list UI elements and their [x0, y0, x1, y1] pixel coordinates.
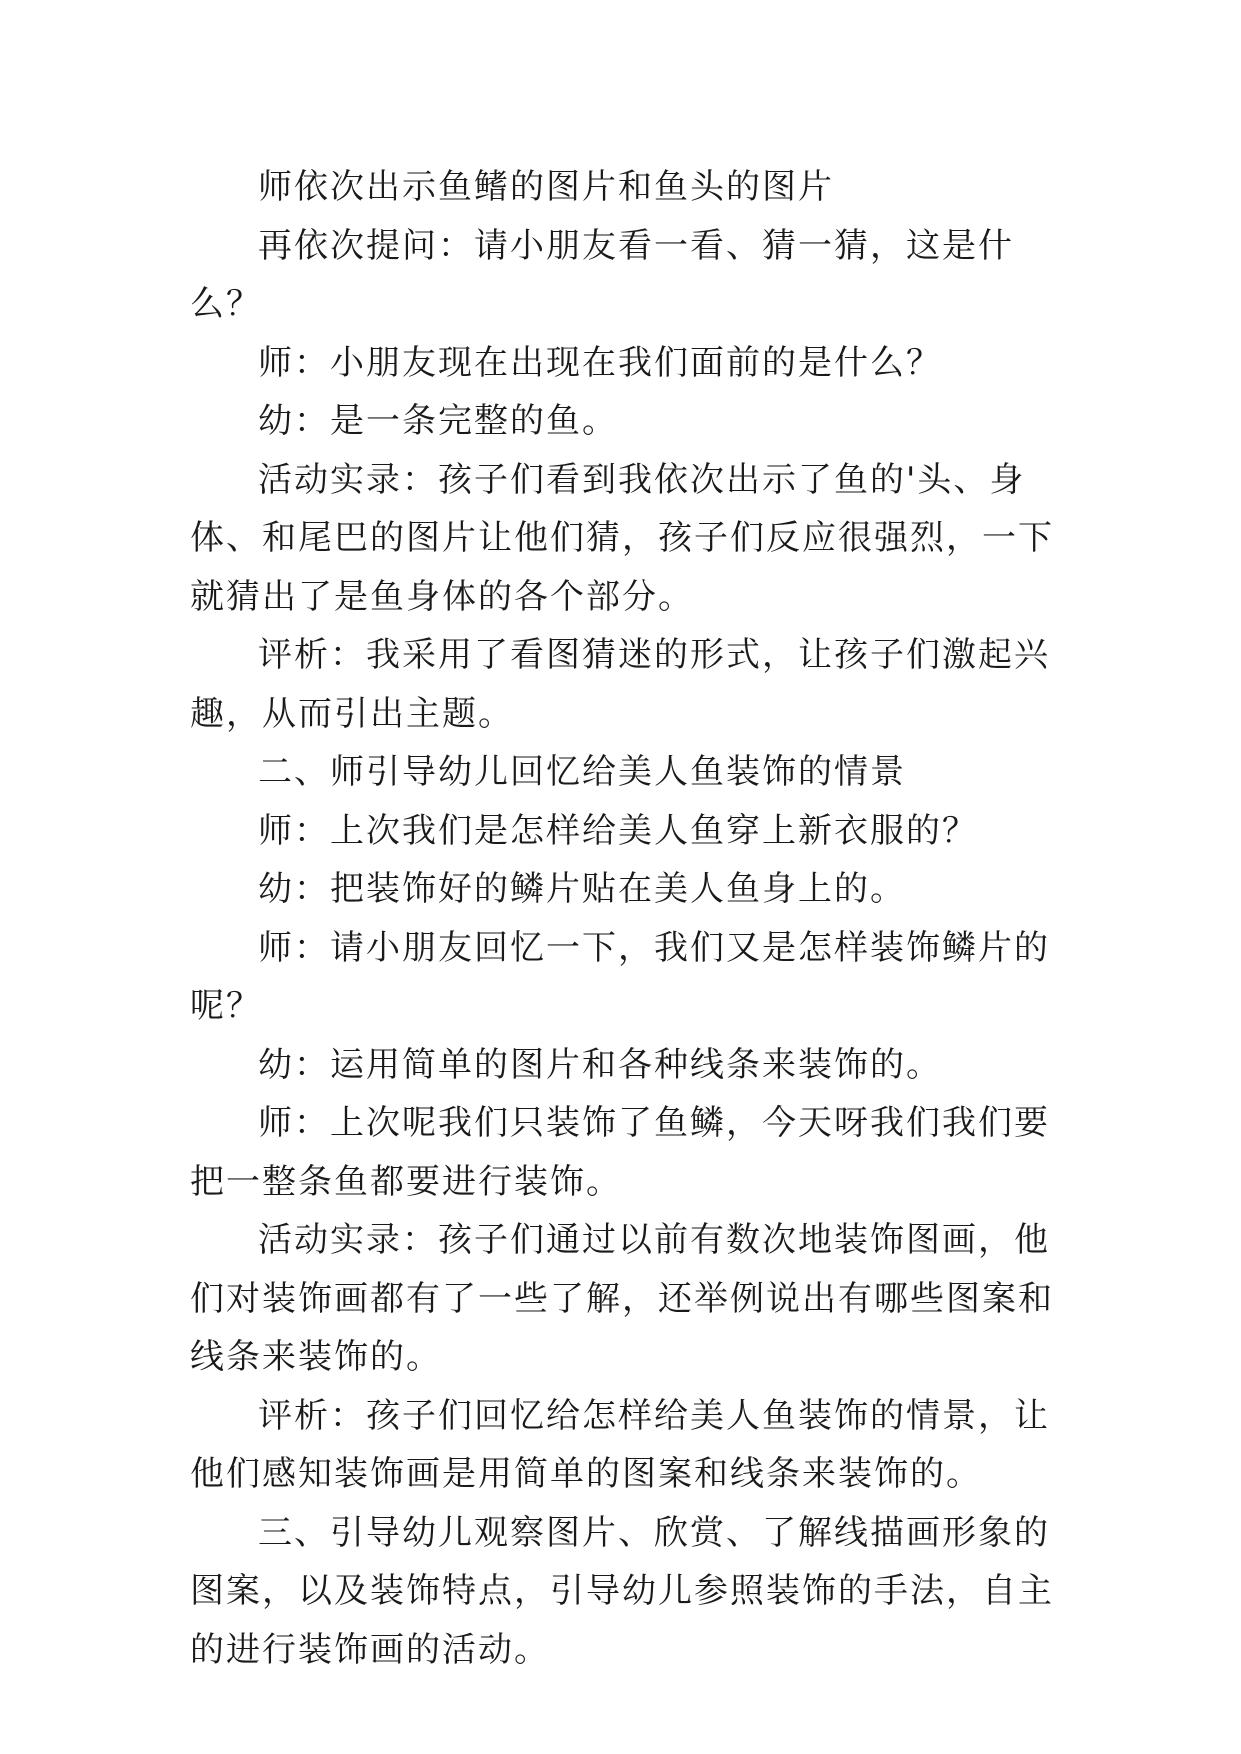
- paragraph: 师依次出示鱼鳍的图片和鱼头的图片: [258, 167, 834, 207]
- document-body: [190, 158, 1070, 1679]
- paragraph: 幼：把装饰好的鳞片贴在美人鱼身上的。: [258, 869, 906, 909]
- paragraph: 师：上次呢我们只装饰了鱼鳞，今天呀我们我们要把一整条鱼都要进行装饰。: [190, 1103, 1050, 1202]
- paragraph: 幼：运用简单的图片和各种线条来装饰的。: [258, 1044, 942, 1085]
- paragraph: 再依次提问：请小朋友看一看、猜一猜，这是什么？: [190, 225, 1014, 324]
- paragraph: 评析：孩子们回忆给怎样给美人鱼装饰的情景，让他们感知装饰画是用简单的图案和线条来装饰的。: [190, 1395, 1050, 1494]
- paragraph: 师：小朋友现在出现在我们面前的是什么？: [258, 342, 942, 383]
- paragraph: 评析：我采用了看图猜迷的形式，让孩子们激起兴趣，从而引出主题。: [190, 635, 1050, 734]
- paragraph: 二、师引导幼儿回忆给美人鱼装饰的情景: [258, 752, 906, 792]
- paragraph: 幼：是一条完整的鱼。: [258, 401, 618, 441]
- paragraph: 活动实录：孩子们看到我依次出示了鱼的'头、身体、和尾巴的图片让他们猜，孩子们反应很强烈，一下就猜出了是鱼身体的各个部分。: [190, 459, 1054, 617]
- paragraph: 三、引导幼儿观察图片、欣赏、了解线描画形象的图案，以及装饰特点，引导幼儿参照装饰的手法，自主的进行装饰画的活动。: [190, 1512, 1054, 1670]
- paragraph: 师：上次我们是怎样给美人鱼穿上新衣服的？: [258, 810, 978, 851]
- paragraph: 师：请小朋友回忆一下，我们又是怎样装饰鳞片的呢？: [190, 927, 1050, 1026]
- paragraph: 活动实录：孩子们通过以前有数次地装饰图画，他们对装饰画都有了一些了解，还举例说出有哪些图案和线条来装饰的。: [190, 1220, 1054, 1377]
